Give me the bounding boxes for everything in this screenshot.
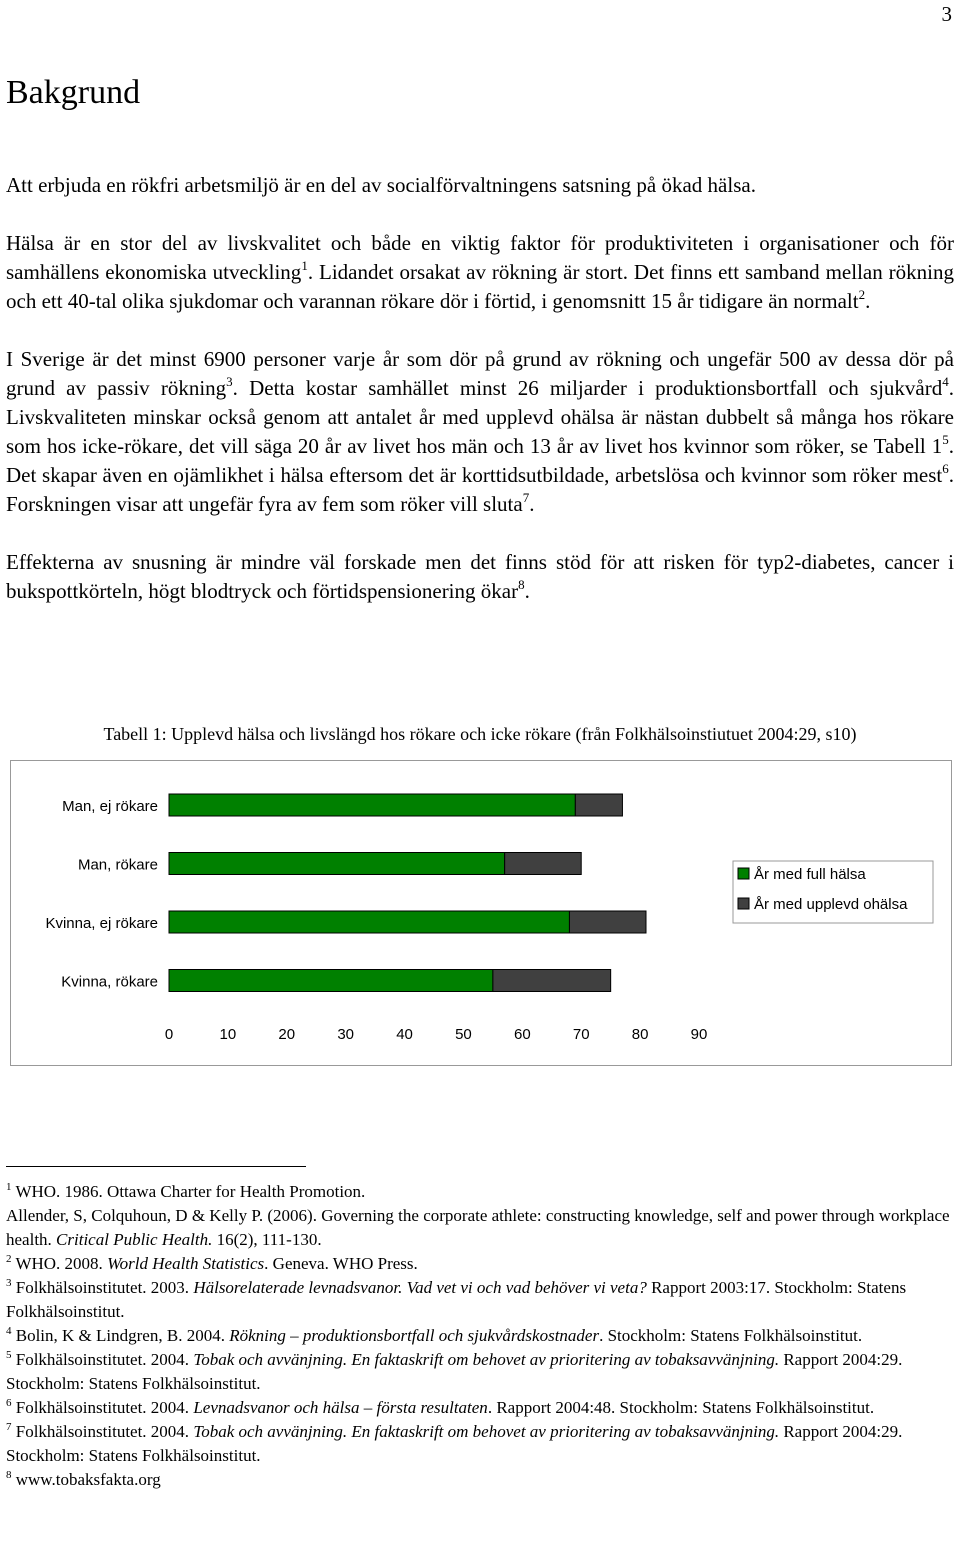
- bar-full-health: [169, 853, 505, 875]
- footnote-2-text-2: . Geneva. WHO Press.: [264, 1254, 418, 1273]
- footnote-1: [6, 1180, 956, 1204]
- legend-label: År med upplevd ohälsa: [754, 896, 908, 913]
- footnote-rule: [6, 1166, 306, 1167]
- legend-label: År med full hälsa: [754, 866, 866, 883]
- footnote-2-text-1: WHO. 2008.: [15, 1254, 108, 1273]
- footnote-6-text-2: . Rapport 2004:48. Stockholm: Statens Folkhälsoinstitut.: [487, 1398, 875, 1417]
- x-tick-label: 60: [513, 1026, 531, 1043]
- ref-4: 4: [942, 374, 949, 389]
- footnote-6: [6, 1396, 956, 1420]
- x-tick-label: 20: [278, 1026, 296, 1043]
- category-label: Kvinna, ej rökare: [45, 915, 158, 932]
- ref-1: 1: [301, 258, 308, 273]
- page-number: 3: [941, 2, 952, 26]
- footnote-5-number: 5: [6, 1349, 12, 1361]
- x-tick-label: 0: [164, 1026, 174, 1043]
- paragraph-sweden-text-6: .: [529, 492, 535, 516]
- stacked-bar-chart: [11, 761, 951, 1065]
- footnote-4: [6, 1324, 956, 1348]
- footnote-7: [6, 1420, 956, 1468]
- category-label: Man, ej rökare: [62, 798, 158, 815]
- x-tick-label: 90: [690, 1026, 708, 1043]
- ref-5: 5: [942, 432, 949, 447]
- footnote-4-number: 4: [6, 1325, 12, 1337]
- footnote-3-number: 3: [6, 1277, 12, 1289]
- footnote-5: [6, 1348, 956, 1396]
- paragraph-snus-text-1: Effekterna av snusning är mindre väl forskade men det finns stöd för att risken för typ2-diabetes, cancer i bukspottkörteln, högt blodtryck och förtidspensionering ökar: [6, 550, 954, 603]
- bar-ill-health: [505, 853, 582, 875]
- paragraph-intro-text: Att erbjuda en rökfri arbetsmiljö är en del av socialförvaltningens satsning på ökad hälsa.: [6, 173, 756, 197]
- footnote-1b-text-1: Allender, S, Colquhoun, D & Kelly P. (2006). Governing the corporate athlete: constructing knowledge, self and power through workplace health.: [6, 1206, 950, 1249]
- x-tick-label: 80: [631, 1026, 649, 1043]
- x-tick-label: 40: [396, 1026, 413, 1043]
- x-tick-label: 50: [455, 1026, 472, 1043]
- paragraph-sweden: [6, 345, 954, 519]
- table-caption: Tabell 1: Upplevd hälsa och livslängd hos rökare och icke rökare (från Folkhälsoinstiutuet 2004:29, s10): [103, 724, 857, 744]
- paragraph-sweden-text-1: I Sverige är det minst 6900 personer varje år som dör på grund av rökning och ungefär 500 av dessa dör på grund av passiv rökning: [6, 347, 954, 400]
- paragraph-health-text-3: .: [865, 289, 871, 313]
- footnote-5-text-1: Folkhälsoinstitutet. 2004.: [15, 1350, 194, 1369]
- bar-ill-health: [569, 911, 646, 933]
- category-label: Man, rökare: [77, 856, 158, 874]
- paragraph-intro: [6, 171, 954, 200]
- legend-swatch: [738, 898, 749, 909]
- footnote-4-text-2: . Stockholm: Statens Folkhälsoinstitut.: [599, 1326, 863, 1345]
- x-tick-label: 30: [337, 1026, 355, 1043]
- footnote-6-text-1: Folkhälsoinstitutet. 2004.: [15, 1398, 194, 1417]
- footnote-7-number: 7: [6, 1421, 12, 1433]
- footnote-4-text-1: Bolin, K & Lindgren, B. 2004.: [15, 1326, 230, 1345]
- footnote-7-title: Tobak och avvänjning. En faktaskrift om behovet av prioritering av tobaksavvänjning.: [193, 1422, 780, 1441]
- chart-container: [10, 760, 952, 1066]
- footnote-1b: [6, 1204, 956, 1252]
- paragraph-health: [6, 229, 954, 316]
- paragraph-sweden-text-3: . Livskvaliteten minskar också genom att antalet år med upplevd ohälsa är nästan dubbelt så många hos rökare som hos icke-rökare, det vill säga 20 år av livet hos män och 13 år av livet hos kvinnor som röker, se Tabell 1: [6, 376, 954, 458]
- paragraph-health-text-1: Hälsa är en stor del av livskvalitet och både en viktig faktor för produktiviteten i organisationer och för samhällens ekonomiska utveckling: [6, 231, 954, 284]
- footnote-1b-journal: Critical Public Health.: [56, 1230, 213, 1249]
- footnote-3: [6, 1276, 956, 1324]
- ref-3: 3: [226, 374, 233, 389]
- footnote-2-title: World Health Statistics: [107, 1254, 265, 1273]
- footnote-8: [6, 1468, 956, 1492]
- paragraph-snus-text-2: .: [524, 579, 530, 603]
- ref-2: 2: [858, 287, 866, 302]
- legend-swatch: [738, 868, 749, 879]
- footnote-5-title: Tobak och avvänjning. En faktaskrift om behovet av prioritering av tobaksavvänjning.: [193, 1350, 780, 1369]
- paragraph-snus: [6, 548, 954, 606]
- footnote-2-number: 2: [6, 1253, 12, 1265]
- footnotes: [6, 1180, 956, 1492]
- ref-6: 6: [942, 461, 949, 476]
- footnote-1-number: 1: [6, 1181, 12, 1193]
- x-tick-label: 10: [219, 1026, 237, 1043]
- footnote-8-number: 8: [6, 1469, 12, 1481]
- paragraph-sweden-text-5: . Forskningen visar att ungefär fyra av fem som röker vill sluta: [6, 463, 954, 516]
- paragraph-sweden-text-4: . Det skapar även en ojämlikhet i hälsa eftersom det är korttidsutbildade, arbetslösa och kvinnor som röker mest: [6, 434, 954, 487]
- footnote-5-text-2: Rapport 2004:29. Stockholm: Statens Folkhälsoinstitut.: [6, 1350, 903, 1393]
- paragraph-health-text-2: . Lidandet orsakat av rökning är stort. Det finns ett samband mellan rökning och ett 40-tal olika sjukdomar och varannan rökare dör i förtid, i genomsnitt 15 år tidigare än normalt: [6, 260, 954, 313]
- footnote-1-text: WHO. 1986. Ottawa Charter for Health Promotion.: [15, 1182, 366, 1201]
- ref-8: 8: [518, 577, 525, 592]
- footnote-3-title: Hälsorelaterade levnadsvanor. Vad vet vi och vad behöver vi veta?: [193, 1278, 647, 1297]
- ref-7: 7: [522, 490, 530, 505]
- x-tick-label: 70: [572, 1026, 590, 1043]
- bar-full-health: [169, 911, 569, 933]
- bar-full-health: [169, 970, 493, 992]
- category-label: Kvinna, rökare: [61, 973, 158, 991]
- body-text: [6, 171, 954, 635]
- bar-full-health: [169, 794, 575, 816]
- footnote-2: [6, 1252, 956, 1276]
- footnote-3-text-2: Rapport 2003:17. Stockholm: Statens Folkhälsoinstitut.: [6, 1278, 907, 1321]
- footnote-7-text-1: Folkhälsoinstitutet. 2004.: [15, 1422, 194, 1441]
- footnote-7-text-2: Rapport 2004:29. Stockholm: Statens Folkhälsoinstitut.: [6, 1422, 903, 1465]
- page-heading: Bakgrund: [6, 74, 141, 111]
- footnote-6-title: Levnadsvanor och hälsa – första resultaten: [193, 1398, 488, 1417]
- bar-ill-health: [575, 794, 622, 816]
- footnote-8-text: www.tobaksfakta.org: [15, 1470, 161, 1489]
- footnote-6-number: 6: [6, 1397, 12, 1409]
- paragraph-sweden-text-2: . Detta kostar samhället minst 26 miljarder i produktionsbortfall och sjukvård: [232, 376, 943, 400]
- footnote-3-text-1: Folkhälsoinstitutet. 2003.: [15, 1278, 194, 1297]
- footnote-1b-text-2: 16(2), 111-130.: [212, 1230, 322, 1249]
- bar-ill-health: [493, 970, 611, 992]
- footnote-4-title: Rökning – produktionsbortfall och sjukvårdskostnader: [229, 1326, 600, 1345]
